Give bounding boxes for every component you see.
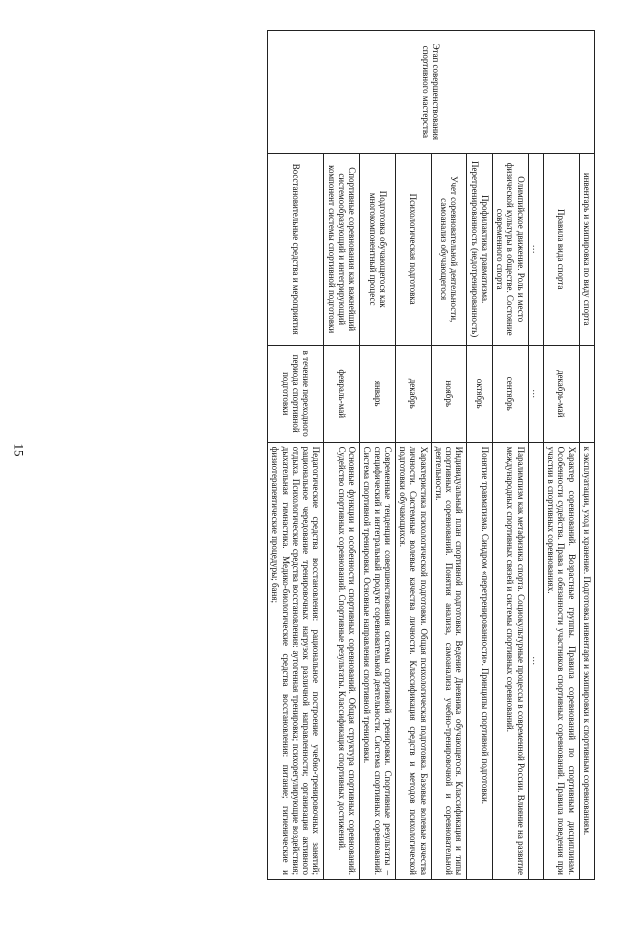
- topic-cell: инвентарь и экипировка по виду спорта: [579, 153, 594, 345]
- rotated-table-container: [45, 25, 625, 930]
- topic-cell: …: [528, 153, 543, 345]
- table-row: [528, 31, 543, 880]
- table-row: [360, 31, 396, 880]
- period-cell: декабрь: [396, 345, 432, 442]
- period-cell: …: [528, 345, 543, 442]
- table-row: [324, 31, 360, 880]
- topic-cell: Профилактика травматизма. Перетренированность (недотренированность): [467, 153, 493, 345]
- topic-cell: Учет соревновательной деятельности, самоанализ обучающегося: [431, 153, 467, 345]
- program-table: [267, 30, 595, 880]
- table-row: [544, 31, 580, 880]
- content-cell: …: [528, 442, 543, 879]
- content-cell: Основные функции и особенности спортивных соревнований. Общая структура спортивных соревнований. Судейство спортивных соревнований. Спортивные результаты. Классификация спортивных достижений.: [324, 442, 360, 879]
- topic-cell: Психологическая подготовка: [396, 153, 432, 345]
- period-cell: февраль-май: [324, 345, 360, 442]
- table-row: [268, 31, 324, 880]
- content-cell: Паралимпизм как метафизика спорта. Социокультурные процессы в современной России. Влияние на развитие международных спортивных связей и системы спортивных соревнований.: [493, 442, 529, 879]
- content-cell: Характер соревнований. Возрастные группы. Правила соревнований по спортивным дисциплинам. Особенности судейства. Права и обязанности участников спортивных соревнований. Правила поведения при участии в спортивных соревнованиях.: [544, 442, 580, 879]
- stage-cell: Этап совершенствования спортивного мастерства: [268, 31, 595, 154]
- page-number: 15: [11, 443, 27, 457]
- content-cell: к эксплуатации, уход и хранение. Подготовка инвентаря и экипировки к спортивным соревнованиям.: [579, 442, 594, 879]
- period-cell: ноябрь: [431, 345, 467, 442]
- topic-cell: Олимпийское движение. Роль и место физической культуры в обществе. Состояние современного спорта: [493, 153, 529, 345]
- content-cell: Понятие травматизма. Синдром «перетренированности». Принципы спортивной подготовки.: [467, 442, 493, 879]
- content-cell: Характеристика психологической подготовки. Общая психологическая подготовка. Базовые волевые качества личности. Системные волевые качества личности. Классификация средств и методов психологической подготовки обучающихся.: [396, 442, 432, 879]
- period-cell: декабрь-май: [544, 345, 580, 442]
- topic-cell: Спортивные соревнования как важнейший системообразующий и интегрирующий компонент системы спортивной подготовки: [324, 153, 360, 345]
- topic-cell: Восстановительные средства и мероприятия: [268, 153, 324, 345]
- period-cell: сентябрь: [493, 345, 529, 442]
- topic-cell: Правила вида спорта: [544, 153, 580, 345]
- period-cell: октябрь: [467, 345, 493, 442]
- content-cell: Индивидуальный план спортивной подготовки. Ведение Дневника обучающегося. Классификация и типы спортивных соревнований. Понятия анализа, самоанализа учебно-тренировочной и соревновательной деятельности.: [431, 442, 467, 879]
- table-row: [467, 31, 493, 880]
- content-cell: Педагогические средства восстановления: рациональное построение учебно-тренировочных занятий; рациональное чередование тренировочных нагрузок различной направленности; организация активного отдыха. Психологические средства восстановления: аутогенная тренировка; психорегулирующие воздействия; дыхательная гимнастика. Медико-биологические средства восстановления: питание; гигиенические и физиотерапевтические процедуры; баня;: [268, 442, 324, 879]
- period-cell: в течение переходного периода спортивной подготовки: [268, 345, 324, 442]
- table-row: [579, 31, 594, 880]
- table-row: [396, 31, 432, 880]
- content-cell: Современные тенденции совершенствования системы спортивной тренировки. Спортивные результаты – специфический и интегральный продукт соревновательной деятельности. Система спортивных соревнований. Система спортивной тренировки. Основные направления спортивной тренировки.: [360, 442, 396, 879]
- table-row: [493, 31, 529, 880]
- period-cell: [579, 345, 594, 442]
- period-cell: январь: [360, 345, 396, 442]
- table-row: [431, 31, 467, 880]
- topic-cell: Подготовка обучающегося как многокомпонентный процесс: [360, 153, 396, 345]
